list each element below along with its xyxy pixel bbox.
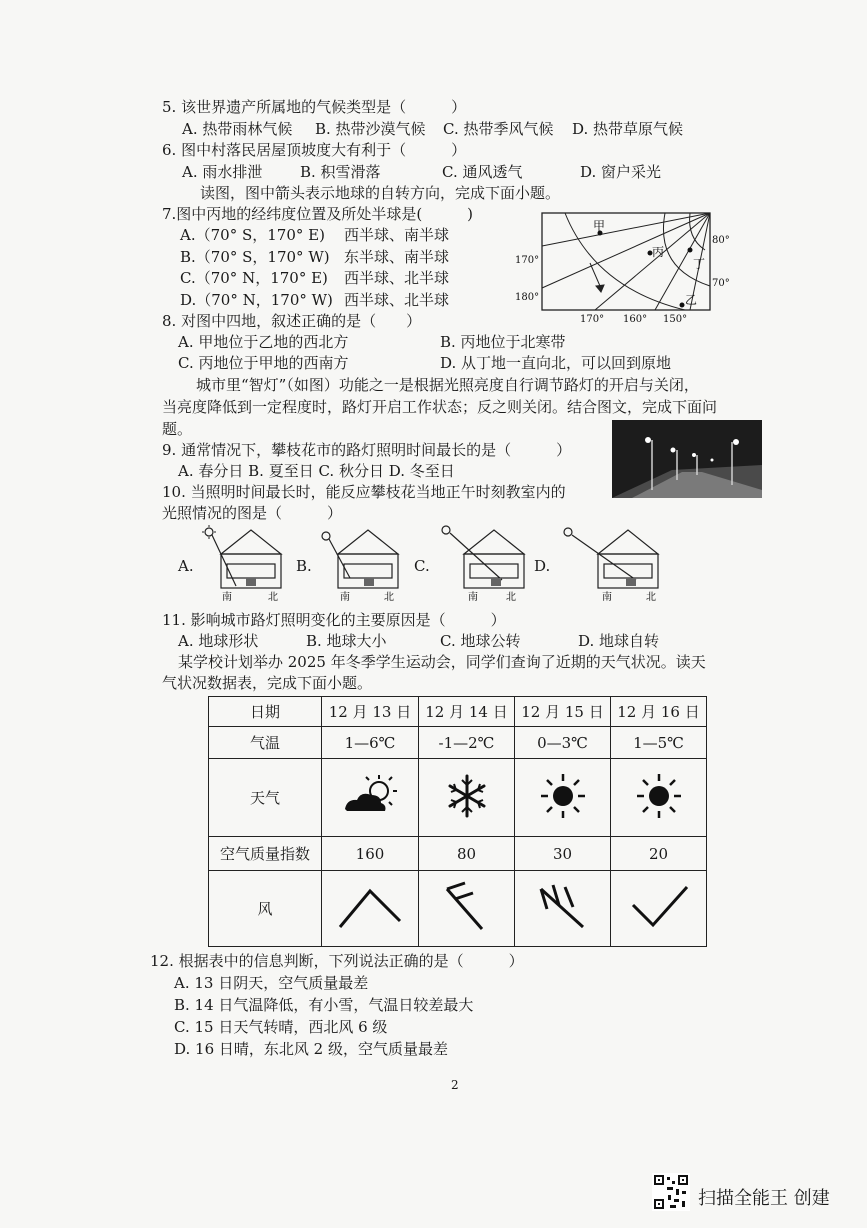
q8-option-d: D. 从丁地一直向北，可以回到原地 xyxy=(440,354,672,372)
q11-stem: 11. 影响城市路灯照明变化的主要原因是（ ） xyxy=(162,611,506,629)
q8-option-c: C. 丙地位于甲地的西南方 xyxy=(178,354,349,372)
temp-15: 0—3℃ xyxy=(515,727,611,759)
q5-option-b: B. 热带沙漠气候 xyxy=(315,120,426,138)
date-16: 12 月 16 日 xyxy=(611,697,707,727)
dir-south-d: 南 xyxy=(602,592,612,603)
row-label-date: 日期 xyxy=(209,697,322,727)
q7-option-d-coord: D.（70° N，170° W) xyxy=(180,291,333,309)
sun-icon xyxy=(538,771,588,821)
label-lon180: 180° xyxy=(515,292,540,303)
dir-north-d: 北 xyxy=(646,592,656,603)
q11-option-b: B. 地球大小 xyxy=(306,632,387,650)
temp-13: 1—6℃ xyxy=(322,727,419,759)
q5-option-d: D. 热带草原气候 xyxy=(572,120,684,138)
q12-option-a: A. 13 日阴天，空气质量最差 xyxy=(174,974,369,992)
q7-option-c-coord: C.（70° N，170° E) xyxy=(180,269,328,287)
q9-options: A. 春分日 B. 夏至日 C. 秋分日 D. 冬至日 xyxy=(178,462,455,480)
label-lon170a: 170° xyxy=(515,255,540,266)
intro-smartlight-line1: 城市里“智灯”（如图）功能之一是根据光照亮度自行调节路灯的开启与关闭， xyxy=(196,376,699,394)
wind-symbol-16 xyxy=(619,877,699,937)
q5-stem: 5. 该世界遗产所属地的气候类型是（ ） xyxy=(162,98,467,116)
q6-option-c: C. 通风透气 xyxy=(442,163,523,181)
wind-symbol-14 xyxy=(427,877,507,937)
q7-option-a-coord: A.（70° S，170° E) xyxy=(180,226,325,244)
q9-stem: 9. 通常情况下，攀枝花市的路灯照明时间最长的是（ ） xyxy=(162,441,572,459)
sun-icon xyxy=(634,771,684,821)
label-lat80: 80° xyxy=(712,235,730,246)
q5-option-c: C. 热带季风气候 xyxy=(443,120,554,138)
q6-option-d: D. 窗户采光 xyxy=(580,163,662,181)
aqi-16: 20 xyxy=(611,837,707,871)
q10-label-d: D. xyxy=(534,557,551,575)
q6-option-b: B. 积雪滑落 xyxy=(300,163,381,181)
label-ding: 丁 xyxy=(693,257,706,271)
temp-16: 1—5℃ xyxy=(611,727,707,759)
label-lon170b: 170° xyxy=(580,314,605,324)
q6-stem: 6. 图中村落民居屋顶坡度大有利于（ ） xyxy=(162,141,467,159)
q6-option-a: A. 雨水排泄 xyxy=(182,163,263,181)
intro-weather-line2: 气状况数据表，完成下面小题。 xyxy=(162,674,373,692)
q10-stem-line2: 光照情况的图是（ ） xyxy=(162,504,343,522)
q11-option-d: D. 地球自转 xyxy=(578,632,660,650)
scanner-brand-label: 扫描全能王 创建 xyxy=(698,1188,830,1209)
dir-south-b: 南 xyxy=(340,592,350,603)
q11-option-c: C. 地球公转 xyxy=(440,632,521,650)
weather-table xyxy=(208,696,707,947)
q5-option-a: A. 热带雨林气候 xyxy=(182,120,293,138)
temp-14: -1—2℃ xyxy=(419,727,515,759)
polar-grid-figure xyxy=(505,208,745,324)
q10-stem-line1: 10. 当照明时间最长时，能反应攀枝花当地正午时刻教室内的 xyxy=(162,483,566,501)
label-lon150: 150° xyxy=(663,314,688,324)
q11-option-a: A. 地球形状 xyxy=(178,632,259,650)
q7-option-a-hemi: 西半球、南半球 xyxy=(344,226,450,244)
q7-option-d-hemi: 西半球、北半球 xyxy=(344,291,450,309)
page-number: 2 xyxy=(451,1078,459,1092)
row-label-temp: 气温 xyxy=(209,727,322,759)
q7-option-b-hemi: 东半球、南半球 xyxy=(344,248,450,266)
point-yi xyxy=(680,303,685,308)
aqi-15: 30 xyxy=(515,837,611,871)
date-15: 12 月 15 日 xyxy=(515,697,611,727)
q8-option-a: A. 甲地位于乙地的西北方 xyxy=(178,333,349,351)
street-light-photo xyxy=(612,420,762,498)
classroom-figure-b xyxy=(316,524,416,604)
aqi-13: 160 xyxy=(322,837,419,871)
dir-north-b: 北 xyxy=(384,592,394,603)
classroom-figure-a xyxy=(196,524,296,604)
q10-label-b: B. xyxy=(296,557,312,575)
date-13: 12 月 13 日 xyxy=(322,697,419,727)
q10-label-c: C. xyxy=(414,557,430,575)
q10-label-a: A. xyxy=(178,557,194,575)
intro-smartlight-line2: 当亮度降低到一定程度时，路灯开启工作状态；反之则关闭。结合图文，完成下面问 xyxy=(162,398,718,416)
row-label-aqi: 空气质量指数 xyxy=(209,837,322,871)
intro-rotation: 读图，图中箭头表示地球的自转方向，完成下面小题。 xyxy=(200,184,561,202)
date-14: 12 月 14 日 xyxy=(419,697,515,727)
q12-option-b: B. 14 日气温降低，有小雪，气温日较差最大 xyxy=(174,996,474,1014)
q12-option-d: D. 16 日晴，东北风 2 级，空气质量最差 xyxy=(174,1040,448,1058)
intro-smartlight-line3: 题。 xyxy=(162,420,193,438)
q12-option-c: C. 15 日天气转晴，西北风 6 级 xyxy=(174,1018,388,1036)
classroom-figure-d xyxy=(556,522,666,604)
label-lat70: 70° xyxy=(712,278,730,289)
label-lon160: 160° xyxy=(623,314,648,324)
cloudy-sun-icon xyxy=(335,771,405,821)
aqi-14: 80 xyxy=(419,837,515,871)
q8-option-b: B. 丙地位于北寒带 xyxy=(440,333,566,351)
label-bing: 丙 xyxy=(652,245,665,259)
label-jia: 甲 xyxy=(593,219,606,233)
label-yi: 乙 xyxy=(685,293,698,307)
qr-code-icon xyxy=(652,1173,690,1211)
dir-north-c: 北 xyxy=(506,592,516,603)
dir-south-a: 南 xyxy=(222,592,232,603)
point-ding xyxy=(688,248,693,253)
row-label-weather: 天气 xyxy=(209,759,322,837)
q7-option-c-hemi: 西半球、北半球 xyxy=(344,269,450,287)
dir-north-a: 北 xyxy=(268,592,278,603)
intro-weather-line1: 某学校计划举办 2025 年冬季学生运动会，同学们查询了近期的天气状况。读天 xyxy=(178,653,706,671)
q7-stem: 7.图中丙地的经纬度位置及所处半球是( ) xyxy=(162,205,474,223)
snow-icon xyxy=(442,771,492,821)
dir-south-c: 南 xyxy=(468,592,478,603)
q12-stem: 12. 根据表中的信息判断，下列说法正确的是（ ） xyxy=(150,952,524,970)
q7-option-b-coord: B.（70° S，170° W) xyxy=(180,248,330,266)
wind-symbol-15 xyxy=(523,877,603,937)
row-label-wind: 风 xyxy=(209,871,322,947)
classroom-figure-c xyxy=(436,522,536,604)
q8-stem: 8. 对图中四地，叙述正确的是（ ） xyxy=(162,312,422,330)
wind-symbol-13 xyxy=(330,877,410,937)
